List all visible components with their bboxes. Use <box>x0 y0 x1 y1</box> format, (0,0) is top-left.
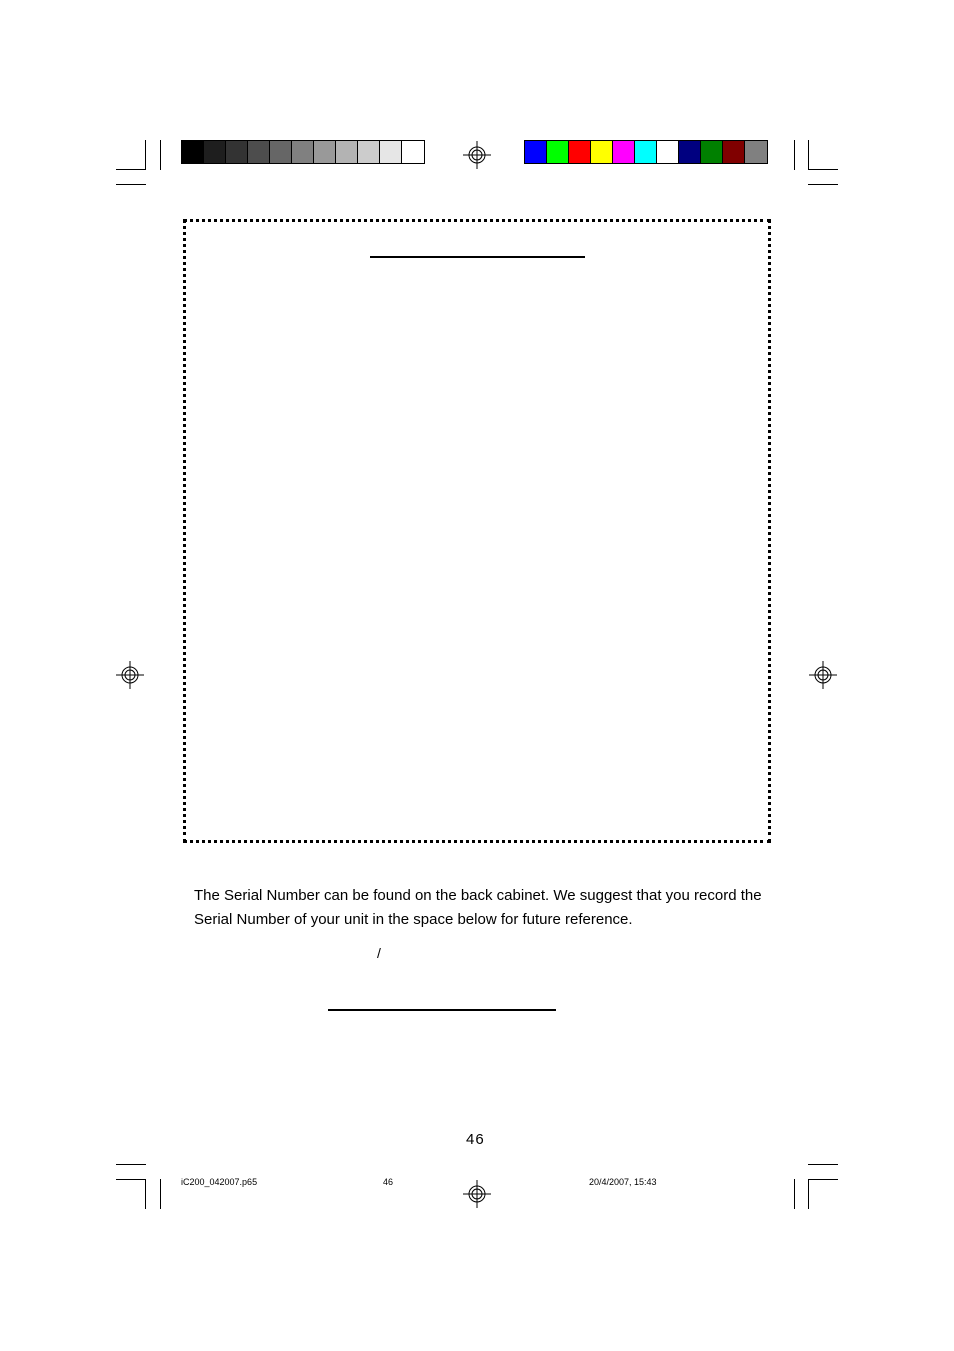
process-color-bar <box>524 140 768 164</box>
grayscale-swatch-2 <box>204 141 226 163</box>
crop-mark-bottom-right-h2 <box>808 1179 838 1180</box>
registration-target-right-icon <box>809 661 837 689</box>
process-color-swatch-9 <box>701 141 723 163</box>
footer-datetime: 20/4/2007, 15:43 <box>589 1177 657 1187</box>
crop-mark-top-right-h2 <box>808 184 838 185</box>
crop-mark-top-left-h2 <box>116 184 146 185</box>
grayscale-swatch-7 <box>314 141 336 163</box>
process-color-swatch-7 <box>657 141 679 163</box>
crop-mark-top-left-v <box>145 140 146 170</box>
frame-title-rule <box>370 256 585 258</box>
crop-mark-bottom-left-h <box>116 1164 146 1165</box>
crop-mark-top-left-v2 <box>160 140 161 170</box>
dotted-frame <box>183 219 771 843</box>
crop-mark-top-left-h <box>116 169 146 170</box>
grayscale-swatch-6 <box>292 141 314 163</box>
crop-mark-bottom-right-v <box>794 1179 795 1209</box>
crop-mark-top-right-v <box>794 140 795 170</box>
crop-mark-bottom-right-h <box>808 1164 838 1165</box>
grayscale-swatch-10 <box>380 141 402 163</box>
process-color-swatch-2 <box>547 141 569 163</box>
process-color-swatch-5 <box>613 141 635 163</box>
process-color-swatch-6 <box>635 141 657 163</box>
process-color-swatch-10 <box>723 141 745 163</box>
process-color-swatch-3 <box>569 141 591 163</box>
grayscale-color-bar <box>181 140 425 164</box>
crop-mark-top-right-v2 <box>808 140 809 170</box>
registration-target-top-icon <box>463 141 491 169</box>
footer-filename: iC200_042007.p65 <box>181 1177 258 1187</box>
serial-entry-separator: / <box>377 945 381 961</box>
serial-entry-line <box>328 1009 556 1011</box>
serial-number-paragraph: The Serial Number can be found on the back cabinet. We suggest that you record the Serial Number of your unit in the space below for future reference. <box>194 887 762 928</box>
crop-mark-bottom-left-v2 <box>160 1179 161 1209</box>
grayscale-swatch-11 <box>402 141 424 163</box>
grayscale-swatch-1 <box>182 141 204 163</box>
page-number: 46 <box>466 1131 485 1148</box>
crop-mark-bottom-left-v <box>145 1179 146 1209</box>
grayscale-swatch-5 <box>270 141 292 163</box>
process-color-swatch-1 <box>525 141 547 163</box>
grayscale-swatch-8 <box>336 141 358 163</box>
grayscale-swatch-4 <box>248 141 270 163</box>
crop-mark-top-right-h <box>808 169 838 170</box>
process-color-swatch-4 <box>591 141 613 163</box>
grayscale-swatch-3 <box>226 141 248 163</box>
footer-page: 46 <box>383 1177 394 1187</box>
crop-mark-bottom-right-v2 <box>808 1179 809 1209</box>
crop-mark-bottom-left-h2 <box>116 1179 146 1180</box>
process-color-swatch-11 <box>745 141 767 163</box>
registration-target-bottom-icon <box>463 1180 491 1208</box>
grayscale-swatch-9 <box>358 141 380 163</box>
process-color-swatch-8 <box>679 141 701 163</box>
registration-target-left-icon <box>116 661 144 689</box>
